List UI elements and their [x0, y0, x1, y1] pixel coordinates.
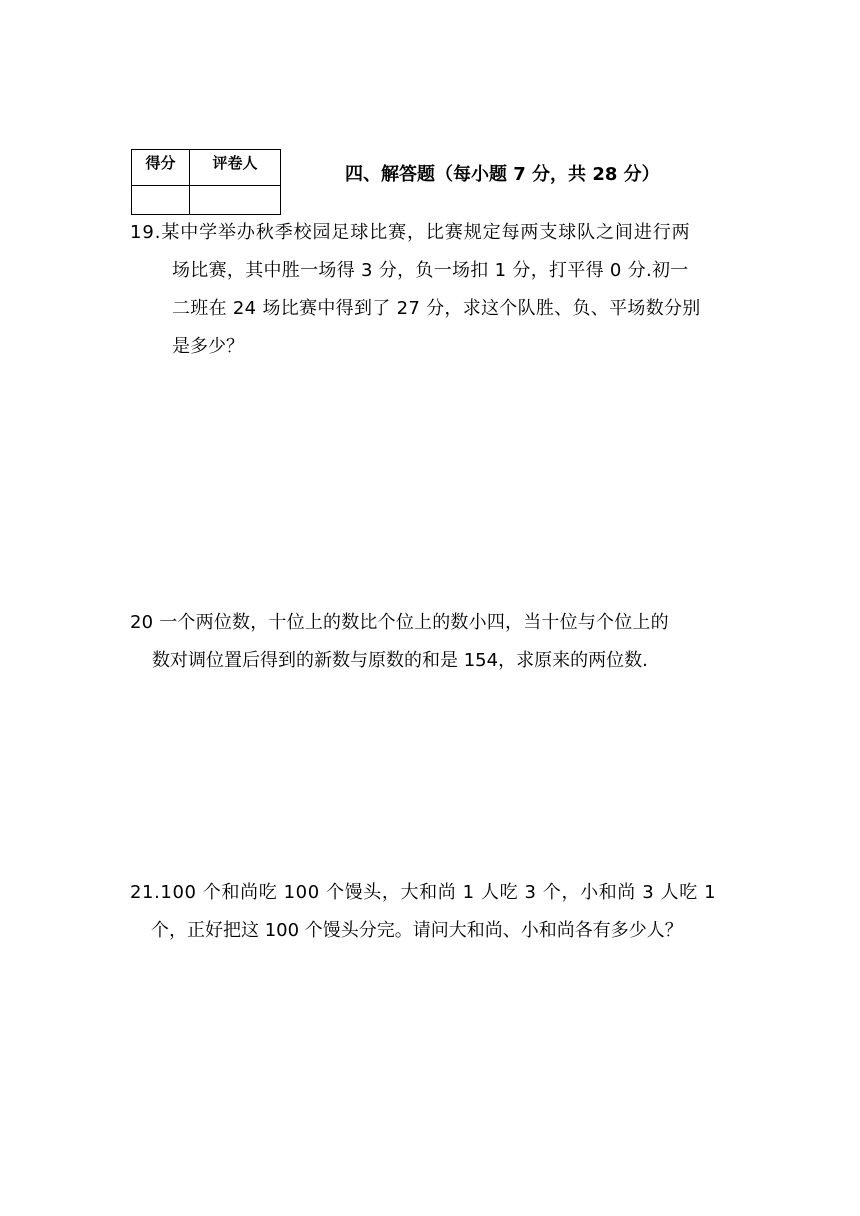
question-21 — [130, 874, 716, 950]
question-20 — [130, 604, 669, 680]
score-header: 得分 — [132, 150, 190, 186]
score-table-header-row — [132, 150, 281, 186]
question-line: 数对调位置后得到的新数与原数的和是 154，求原来的两位数. — [152, 650, 648, 671]
score-table — [131, 149, 281, 215]
question-line: 20 一个两位数，十位上的数比个位上的数小四，当十位与个位上的 — [130, 612, 669, 633]
grader-value-cell[interactable] — [190, 186, 281, 215]
question-line: 个，正好把这 100 个馒头分完。请问大和尚、小和尚各有多少人？ — [151, 920, 683, 941]
section-title: 四、解答题（每小题 7 分，共 28 分） — [345, 164, 660, 185]
grader-header: 评卷人 — [190, 150, 281, 186]
score-value-cell[interactable] — [132, 186, 190, 215]
question-line: 是多少？ — [172, 336, 244, 357]
score-table-value-row — [132, 186, 281, 215]
question-line: 二班在 24 场比赛中得到了 27 分，求这个队胜、负、平场数分别 — [172, 298, 701, 319]
question-line: 21.100 个和尚吃 100 个馒头，大和尚 1 人吃 3 个，小和尚 3 人吃 1 — [130, 882, 717, 903]
question-19 — [130, 214, 701, 366]
question-line: 19.某中学举办秋季校园足球比赛，比赛规定每两支球队之间进行两 — [130, 222, 691, 243]
question-line: 场比赛，其中胜一场得 3 分，负一场扣 1 分，打平得 0 分.初一 — [172, 260, 689, 281]
